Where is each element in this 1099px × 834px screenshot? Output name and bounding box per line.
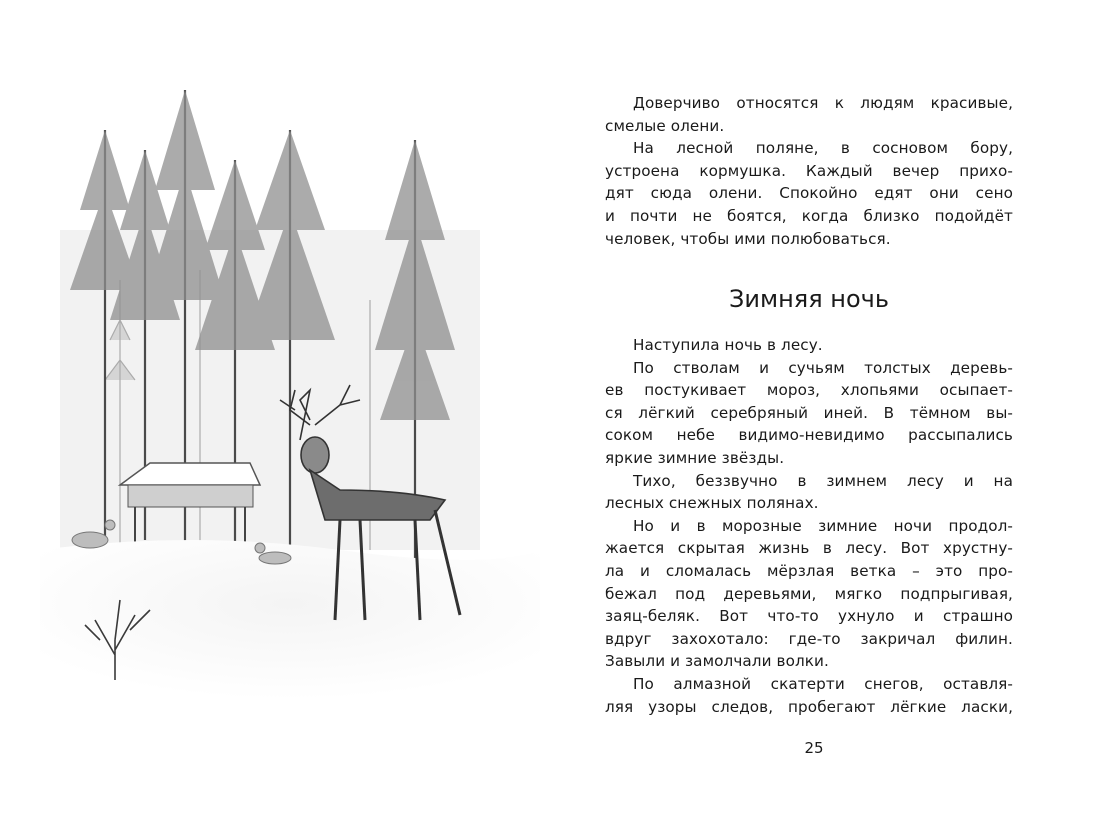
text-line: Но и в морозные зимние ночи продол-: [633, 516, 1013, 535]
text-line: вдруг захохотало: где-то закричал филин.: [605, 629, 1013, 648]
text-line: По алмазной скатерти снегов, оставля-: [633, 674, 1013, 693]
text-line: яркие зимние звёзды.: [605, 448, 785, 467]
text-line: По стволам и сучьям толстых деревь-: [633, 358, 1013, 377]
text-line: устроена кормушка. Каждый вечер прихо-: [605, 161, 1013, 180]
text-line: человек, чтобы ими полюбоваться.: [605, 229, 891, 248]
winter-forest-deer-illustration: [40, 80, 540, 700]
story-text: [605, 334, 1013, 718]
text-line: лесных снежных полянах.: [605, 494, 819, 513]
text-line: На лесной поляне, в сосновом бору,: [633, 139, 1013, 158]
text-line: Завыли и замолчали волки.: [605, 652, 829, 671]
text-line: бежал под деревьями, мягко подпрыгивая,: [605, 584, 1013, 603]
chapter-heading: Зимняя ночь: [729, 285, 889, 313]
text-line: смелые олени.: [605, 116, 725, 135]
text-line: Доверчиво относятся к людям красивые,: [633, 94, 1013, 112]
text-line: ляя узоры следов, пробегают лёгкие ласки,: [605, 697, 1013, 716]
text-line: жается скрытая жизнь в лесу. Вот хрустну-: [605, 539, 1013, 558]
text-line: Тихо, беззвучно в зимнем лесу и на: [633, 471, 1013, 490]
text-line: заяц-беляк. Вот что-то ухнуло и страшно: [605, 607, 1013, 626]
text-line: и почти не боятся, когда близко подойдёт: [605, 206, 1013, 225]
text-line: ла и сломалась мёрзлая ветка – это про-: [605, 561, 1013, 580]
intro-text: [605, 92, 1013, 250]
page-number: 25: [804, 739, 824, 757]
text-line: ся лёгкий серебряный иней. В тёмном вы-: [605, 403, 1013, 422]
text-line: ев постукивает мороз, хлопьями осыпает-: [605, 381, 1013, 400]
text-line: Наступила ночь в лесу.: [633, 336, 823, 354]
text-line: дят сюда олени. Спокойно едят они сено: [605, 184, 1013, 203]
text-line: соком небе видимо-невидимо рассыпались: [605, 426, 1013, 445]
